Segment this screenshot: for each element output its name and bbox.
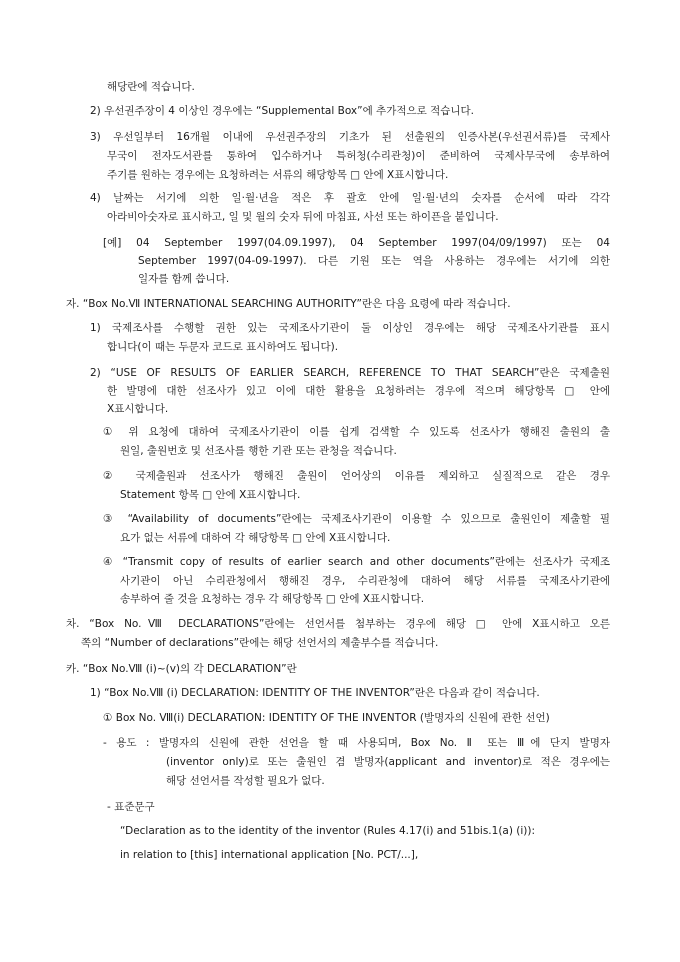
section-heading: 차. “Box No.Ⅷ DECLARATIONS”란에는 선언서를 첨부하는 경우에 해당 □ 안에 X표시하고 오른	[66, 618, 610, 630]
text-line: 1) “Box No.Ⅷ (ⅰ) DECLARATION: IDENTITY OF THE INVENTOR”란은 다음과 같이 적습니다.	[90, 687, 540, 699]
text-line: Statement 항목 □ 안에 X표시합니다.	[120, 489, 301, 501]
text-line: - 용도 : 발명자의 신원에 관한 선언을 할 때 사용되며, Box No. Ⅱ 또는 Ⅲ에 단지 발명자	[103, 737, 610, 749]
text-line: 2) “USE OF RESULTS OF EARLIER SEARCH, REFERENCE TO THAT SEARCH”란은 국제출원	[90, 367, 610, 379]
text-line: [예] 04 September 1997(04.09.1997), 04 September 1997(04/09/1997) 또는 04	[103, 237, 610, 249]
text-line: 요가 없는 서류에 대하여 각 해당항목 □ 안에 X표시합니다.	[120, 532, 391, 544]
text-line: ② 국제출원과 선조사가 행해진 출원이 언어상의 이유를 제외하고 실질적으로 같은 경우	[103, 470, 610, 482]
text-line: (inventor only)로 또는 출원인 겸 발명자(applicant and inventor)로 적은 경우에는	[166, 756, 610, 768]
text-line: September 1997(04-09-1997). 다른 기원 또는 역을 사용하는 경우에는 서기에 의한	[138, 255, 610, 267]
text-line: 3) 우선일부터 16개월 이내에 우선권주장의 기초가 된 선출원의 인증사본(우선권서류)를 국제사	[90, 131, 610, 143]
text-line: 4) 날짜는 서기에 의한 일·월·년을 적은 후 괄호 안에 일·월·년의 숫자를 순서에 따라 각각	[90, 192, 610, 204]
text-line: X표시합니다.	[107, 403, 169, 415]
text-line: 무국이 전자도서관를 통하여 입수하거나 특허청(수리관청)이 준비하여 국제사무국에 송부하여	[107, 150, 610, 162]
text-line: 송부하여 줄 것을 요청하는 경우 각 해당항목 □ 안에 X표시합니다.	[120, 593, 425, 605]
text-line: “Declaration as to the identity of the inventor (Rules 4.17(i) and 51bis.1(a) (i)):	[120, 825, 536, 837]
section-heading: 카. “Box No.Ⅷ (ⅰ)~(ⅴ)의 각 DECLARATION”란	[66, 663, 297, 675]
text-line: 2) 우선권주장이 4 이상인 경우에는 “Supplemental Box”에 추가적으로 적습니다.	[90, 105, 475, 117]
text-line: 일자를 함께 씁니다.	[138, 273, 230, 285]
text-line: 해당 선언서를 작성할 필요가 없다.	[166, 775, 325, 787]
text-line: 쪽의 “Number of declarations”란에는 해당 선언서의 제출부수를 적습니다.	[81, 637, 439, 649]
text-line: ③ “Availability of documents”란에는 국제조사기관이 이용할 수 있으므로 출원인이 제출할 필	[103, 513, 610, 525]
text-line: ① 위 요청에 대하여 국제조사기관이 이를 쉽게 검색할 수 있도록 선조사가 행해진 출원의 출	[103, 426, 610, 438]
section-heading: 자. “Box No.Ⅶ INTERNATIONAL SEARCHING AUTHORITY”란은 다음 요령에 따라 적습니다.	[66, 298, 511, 310]
text-line: 1) 국제조사를 수행할 권한 있는 국제조사기관이 둘 이상인 경우에는 해당 국제조사기관를 표시	[90, 322, 610, 334]
text-line: 해당란에 적습니다.	[107, 81, 195, 93]
text-line: 합니다(이 때는 두문자 코드로 표시하여도 됩니다).	[107, 341, 339, 353]
text-line: in relation to [this] international application [No. PCT/...],	[120, 849, 419, 861]
text-line: 주기를 원하는 경우에는 요청하려는 서류의 해당항목 □ 안에 X표시합니다.	[107, 169, 449, 181]
text-line: 원일, 출원번호 및 선조사를 행한 기관 또는 관청을 적습니다.	[120, 445, 397, 457]
text-line: 아라비아숫자로 표시하고, 일 및 월의 숫자 뒤에 마침표, 사선 또는 하이픈을 붙입니다.	[107, 211, 499, 223]
text-line: - 표준문구	[107, 801, 155, 813]
text-line: 한 발명에 대한 선조사가 있고 이에 대한 활용을 요청하려는 경우에 적으며 해당항목 □ 안에	[107, 385, 610, 397]
text-line: 사기관이 아닌 수리관청에서 행해진 경우, 수리관청에 대하여 해당 서류를 국제조사기관에	[120, 575, 610, 587]
text-line: ① Box No. Ⅷ(i) DECLARATION: IDENTITY OF THE INVENTOR (발명자의 신원에 관한 선언)	[103, 712, 550, 724]
text-line: ④ “Transmit copy of results of earlier search and other documents”란에는 선조사가 국제조	[103, 556, 610, 568]
